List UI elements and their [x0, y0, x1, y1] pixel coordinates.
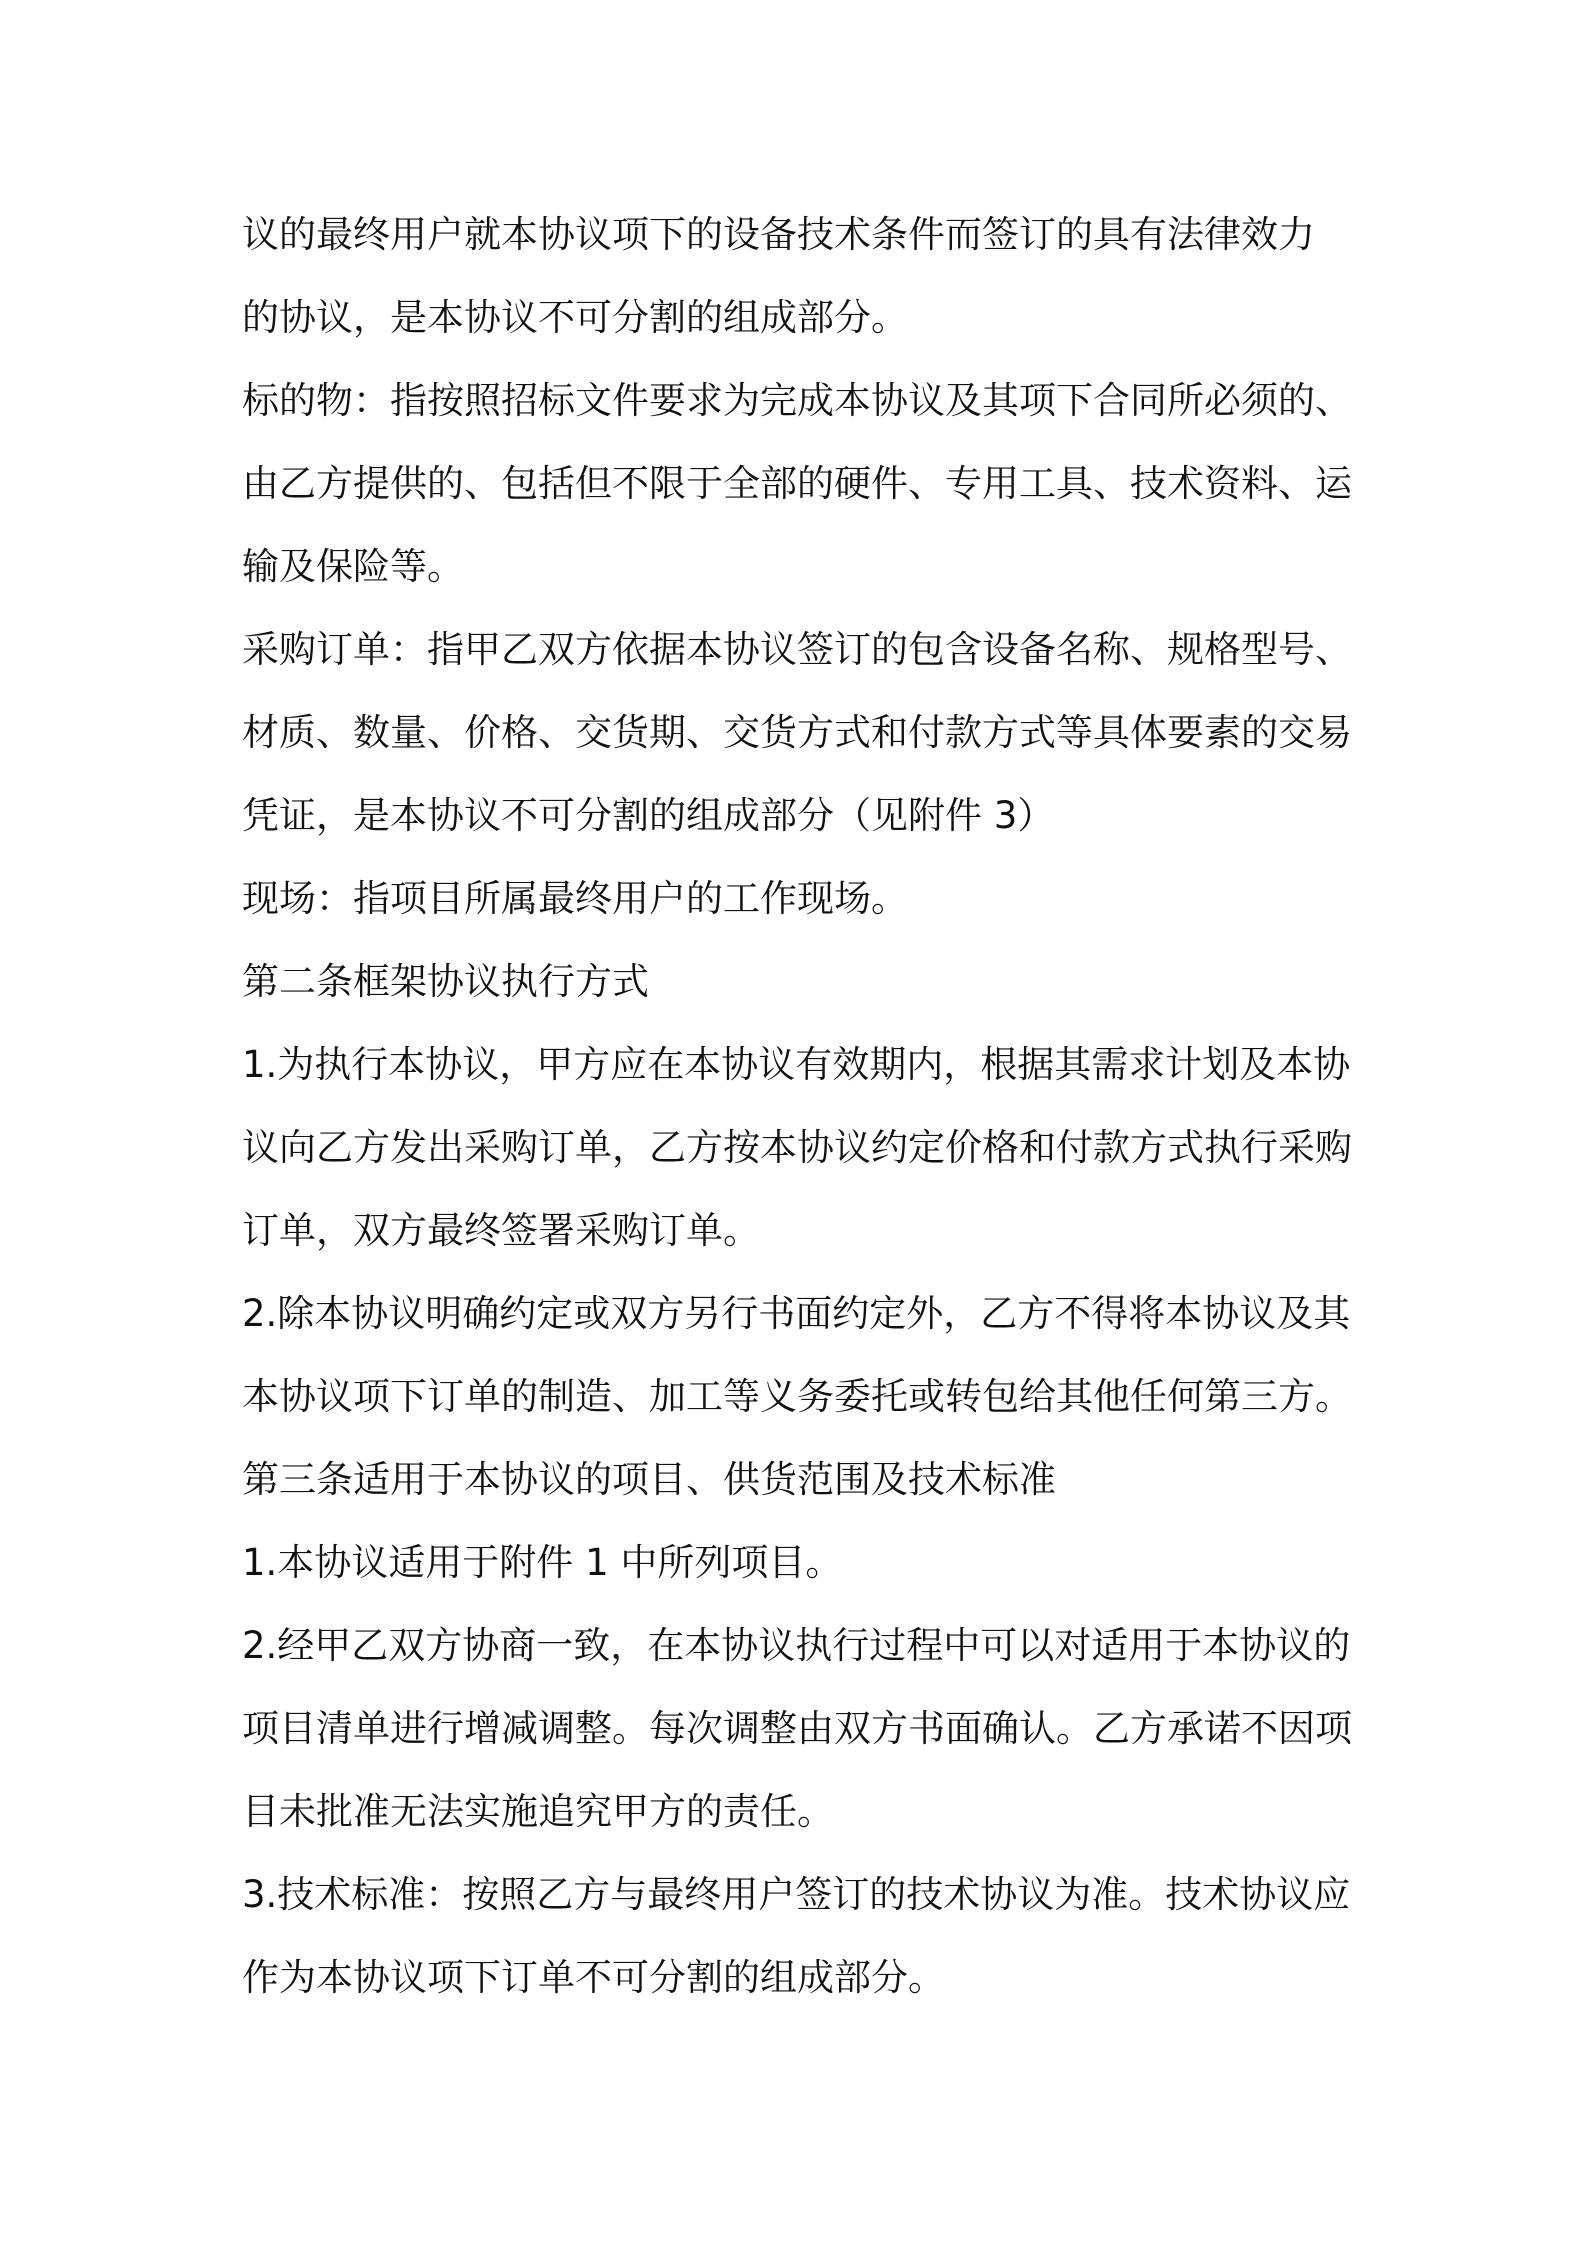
text-line: 标的物：指按照招标文件要求为完成本协议及其项下合同所必须的、	[242, 379, 1352, 422]
text-line: 现场：指项目所属最终用户的工作现场。	[242, 877, 908, 920]
text-line: 1.本协议适用于附件 1 中所列项目。	[242, 1541, 843, 1584]
text-line: 3.技术标准：按照乙方与最终用户签订的技术协议为准。技术协议应	[242, 1873, 1351, 1916]
text-line: 本协议项下订单的制造、加工等义务委托或转包给其他任何第三方。	[242, 1375, 1352, 1418]
text-line: 2.经甲乙双方协商一致，在本协议执行过程中可以对适用于本协议的	[242, 1624, 1351, 1667]
text-line: 2.除本协议明确约定或双方另行书面约定外，乙方不得将本协议及其	[242, 1292, 1351, 1335]
text-line: 订单，双方最终签署采购订单。	[242, 1209, 760, 1252]
document-body	[242, 193, 1382, 2019]
text-line: 项目清单进行增减调整。每次调整由双方书面确认。乙方承诺不因项	[242, 1707, 1352, 1750]
text-line: 凭证，是本协议不可分割的组成部分（见附件 3）	[242, 794, 1055, 837]
text-line: 由乙方提供的、包括但不限于全部的硬件、专用工具、技术资料、运	[242, 462, 1352, 505]
text-line: 议的最终用户就本协议项下的设备技术条件而签订的具有法律效力	[242, 213, 1315, 256]
text-line: 输及保险等。	[242, 545, 464, 588]
text-line: 1.为执行本协议，甲方应在本协议有效期内，根据其需求计划及本协	[242, 1043, 1351, 1086]
text-line: 采购订单：指甲乙双方依据本协议签订的包含设备名称、规格型号、	[242, 628, 1352, 671]
text-line: 作为本协议项下订单不可分割的组成部分。	[242, 1956, 945, 1999]
text-line: 目未批准无法实施追究甲方的责任。	[242, 1790, 834, 1833]
text-line: 的协议，是本协议不可分割的组成部分。	[242, 296, 908, 339]
text-line: 议向乙方发出采购订单，乙方按本协议约定价格和付款方式执行采购	[242, 1126, 1352, 1169]
section-heading: 第二条框架协议执行方式	[242, 960, 649, 1003]
section-heading: 第三条适用于本协议的项目、供货范围及技术标准	[242, 1458, 1056, 1501]
text-line: 材质、数量、价格、交货期、交货方式和付款方式等具体要素的交易	[242, 711, 1352, 754]
